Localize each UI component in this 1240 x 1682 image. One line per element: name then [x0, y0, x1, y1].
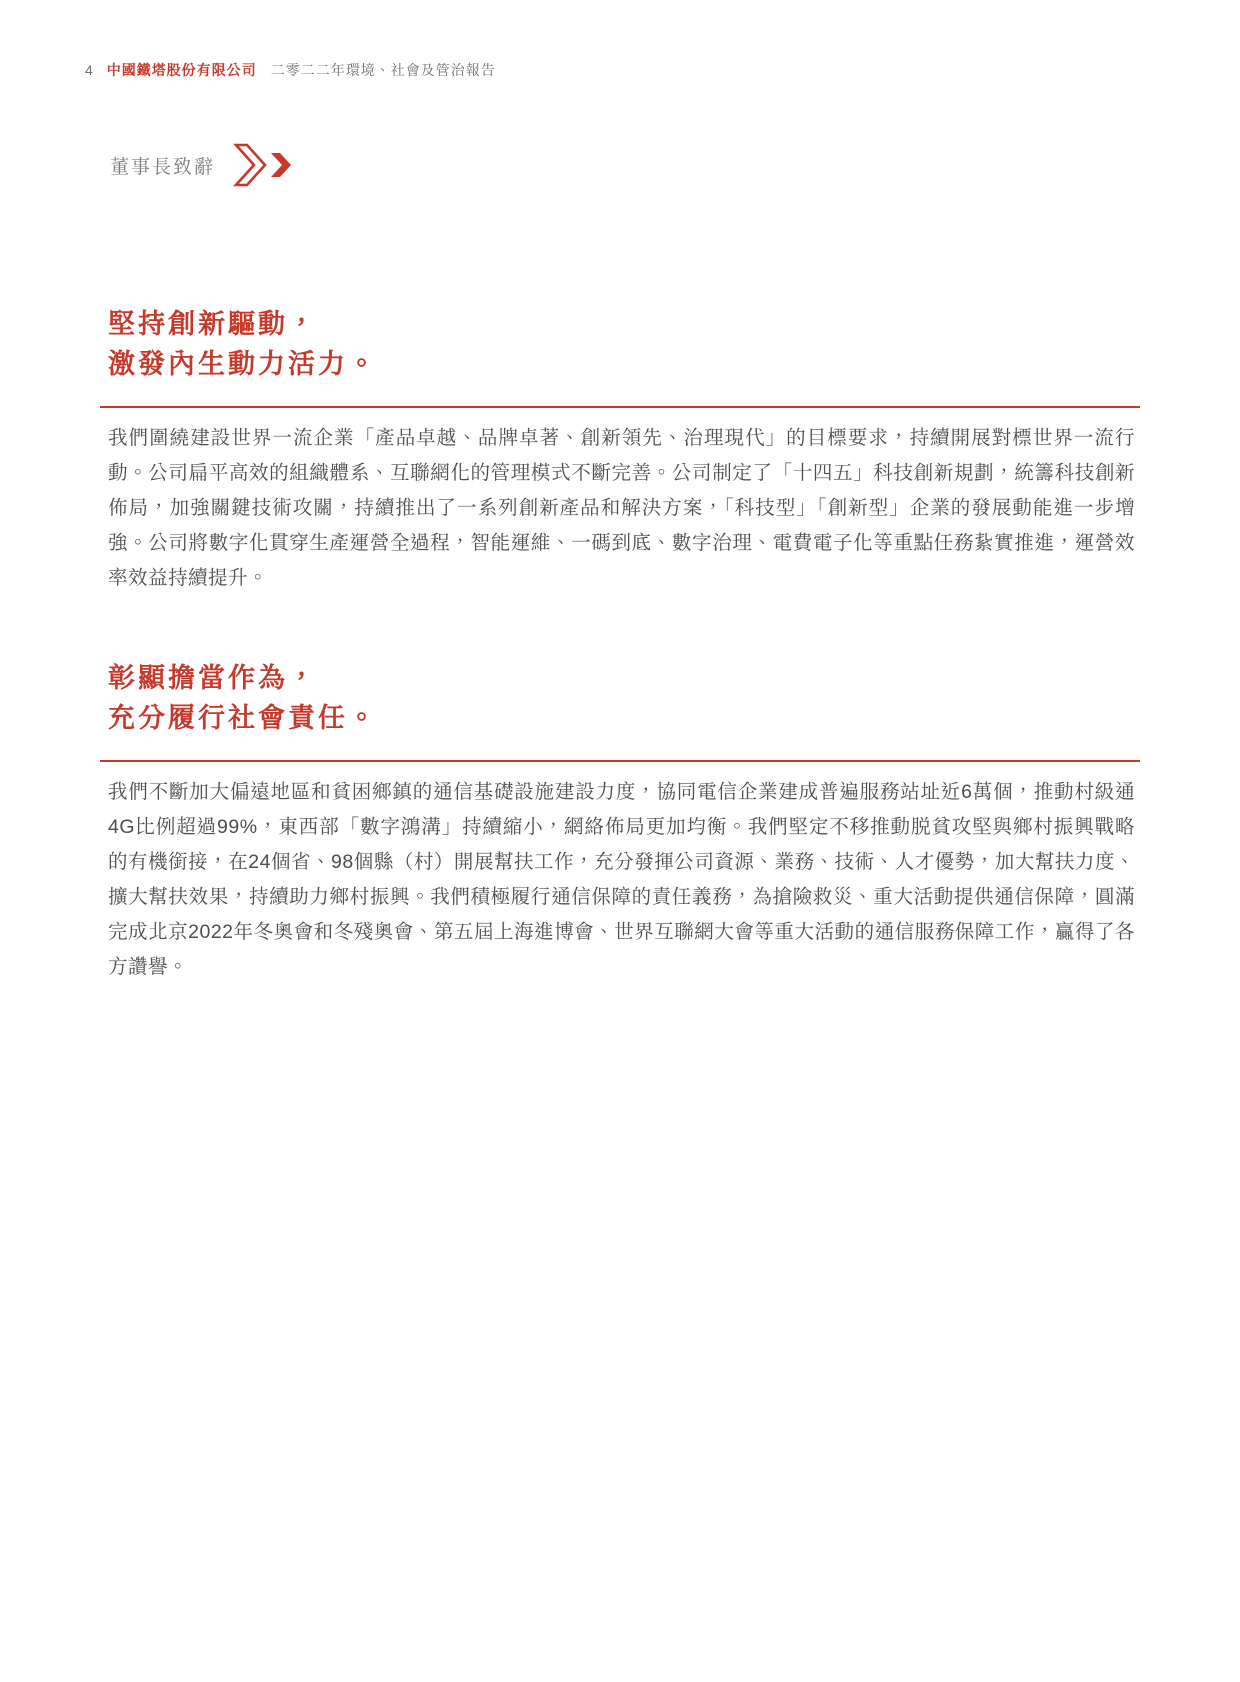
chapter-label-row	[110, 142, 1140, 188]
page-header	[85, 0, 1140, 80]
section-body-text: 我們不斷加大偏遠地區和貧困鄉鎮的通信基礎設施建設力度，協同電信企業建成普遍服務站址近6萬個，推動村級通4G比例超過99%，東西部「數字鴻溝」持續縮小，網絡佈局更加均衡。我們堅定不移推動脱貧攻堅與鄉村振興戰略的有機銜接，在24個省、98個縣（村）開展幫扶工作，充分發揮公司資源、業務、技術、人才優勢，加大幫扶力度、擴大幫扶效果，持續助力鄉村振興。我們積極履行通信保障的責任義務，為搶險救災、重大活動提供通信保障，圓滿完成北京2022年冬奧會和冬殘奧會、第五屆上海進博會、世界互聯網大會等重大活動的通信服務保障工作，贏得了各方讚譽。	[108, 781, 1135, 978]
company-name: 中國鐵塔股份有限公司	[106, 62, 257, 78]
section-heading-line2: 充分履行社會責任。	[108, 703, 378, 733]
chapter-title: 董事長致辭	[110, 156, 216, 178]
section-heading-line2: 激發內生動力活力。	[108, 349, 378, 379]
section-heading	[108, 304, 1140, 384]
section-heading-line1: 彰顯擔當作為，	[108, 663, 318, 693]
section-heading	[108, 658, 1140, 738]
section-social-responsibility	[100, 658, 1140, 985]
section-body-text: 我們圍繞建設世界一流企業「產品卓越、品牌卓著、創新領先、治理現代」的目標要求，持續開展對標世界一流行動。公司扁平高效的組織體系、互聯網化的管理模式不斷完善。公司制定了「十四五」科技創新規劃，統籌科技創新佈局，加強關鍵技術攻關，持續推出了一系列創新產品和解決方案，「科技型」「創新型」企業的發展動能進一步增強。公司將數字化貫穿生產運營全過程，智能運維、一碼到底、數字治理、電費電子化等重點任務紥實推進，運營效率效益持續提升。	[108, 427, 1135, 589]
double-chevron-right-icon	[233, 142, 297, 188]
section-innovation	[100, 304, 1140, 596]
section-divider	[100, 760, 1140, 762]
page-number: 4	[85, 62, 93, 78]
section-divider	[100, 406, 1140, 408]
section-heading-line1: 堅持創新驅動，	[108, 309, 318, 339]
report-title: 二零二二年環境、社會及管治報告	[270, 62, 496, 78]
